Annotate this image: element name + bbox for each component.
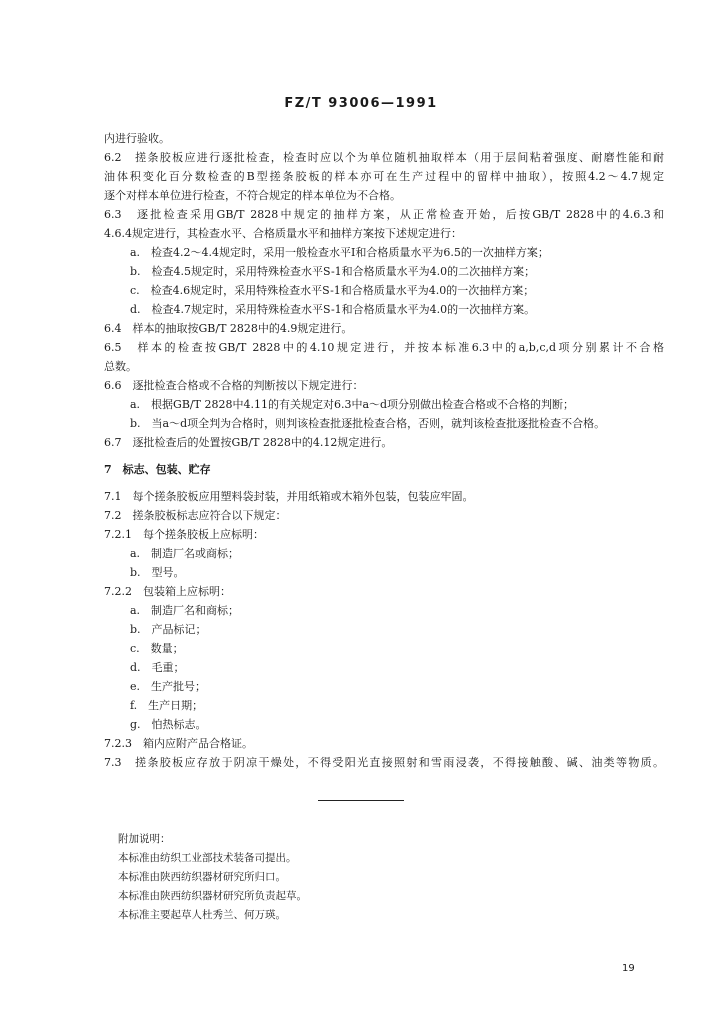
list-item-b: b. 检查4.5规定时，采用特殊检查水平S-1和合格质量水平为4.0的二次抽样方案；	[130, 265, 536, 278]
list-item-f: f. 生产日期；	[130, 699, 204, 712]
clause-6-4: 6.4 样本的抽取按GB/T 2828中的4.9规定进行。	[104, 322, 353, 335]
clause-7-2-2: 7.2.2 包装箱上应标明：	[104, 585, 231, 598]
section-heading-7: 7 标志、包装、贮存	[104, 463, 211, 476]
note-line: 本标准由纺织工业部技术装备司提出。	[118, 852, 297, 864]
list-item-d: d. 检查4.7规定时，采用特殊检查水平S-1和合格质量水平为4.0的一次抽样方案。	[130, 303, 536, 316]
list-item-a: a. 根据GB/T 2828中4.11的有关规定对6.3中a～d项分别做出检查合格或不合格的判断；	[130, 398, 575, 411]
separator-rule	[318, 800, 404, 801]
list-item-a: a. 制造厂名和商标；	[130, 604, 240, 617]
clause-7-2-1: 7.2.1 每个搓条胶板上应标明：	[104, 528, 264, 541]
text-line: 内进行验收。	[104, 132, 170, 145]
list-item-e: e. 生产批号；	[130, 680, 207, 693]
clause-6-5: 6.5 样本的检查按GB/T 2828中的4.10规定进行，并按本标准6.3中的a,b,c,d项分别累计不合格	[104, 341, 664, 354]
clause-6-3: 6.3 逐批检查采用GB/T 2828中规定的抽样方案，从正常检查开始，后按GB/T 2828中的4.6.3和	[104, 208, 664, 221]
list-item-d: d. 毛重；	[130, 661, 185, 674]
list-item-b: b. 当a～d项全判为合格时，则判该检查批逐批检查合格，否则，就判该检查批逐批检查不合格。	[130, 417, 606, 430]
note-line: 本标准由陕西纺织器材研究所负责起草。	[118, 890, 307, 902]
clause-7-3: 7.3 搓条胶板应存放于阴凉干燥处，不得受阳光直接照射和雪雨浸袭，不得接触酸、碱、油类等物质。	[104, 756, 664, 769]
clause-6-6: 6.6 逐批检查合格或不合格的判断按以下规定进行：	[104, 379, 364, 392]
clause-7-2: 7.2 搓条胶板标志应符合以下规定：	[104, 509, 287, 522]
list-item-g: g. 怕热标志。	[130, 718, 207, 731]
clause-6-2: 6.2 搓条胶板应进行逐批检查，检查时应以个为单位随机抽取样本（用于层间粘着强度、耐磨性能和耐	[104, 151, 664, 164]
note-line: 本标准由陕西纺织器材研究所归口。	[118, 871, 286, 883]
page-number: 19	[622, 963, 635, 974]
list-item-a: a. 制造厂名或商标；	[130, 547, 240, 560]
text-line: 逐个对样本单位进行检查，不符合规定的样本单位为不合格。	[104, 189, 401, 202]
clause-7-1: 7.1 每个搓条胶板应用塑料袋封装，并用纸箱或木箱外包装，包装应牢固。	[104, 490, 474, 503]
clause-7-2-3: 7.2.3 箱内应附产品合格证。	[104, 737, 253, 750]
list-item-b: b. 产品标记；	[130, 623, 207, 636]
list-item-a: a. 检查4.2～4.4规定时，采用一般检查水平Ⅰ和合格质量水平为6.5的一次抽样方案；	[130, 246, 549, 259]
standard-header: FZ/T 93006—1991	[284, 96, 438, 111]
list-item-b: b. 型号。	[130, 566, 185, 579]
clause-6-7: 6.7 逐批检查后的处置按GB/T 2828中的4.12规定进行。	[104, 436, 393, 449]
text-line: 油体积变化百分数检查的B型搓条胶板的样本亦可在生产过程中的留样中抽取），按照4.2～4.7规定	[104, 170, 664, 183]
list-item-c: c. 数量；	[130, 642, 184, 655]
notes-title: 附加说明：	[118, 833, 171, 845]
note-line: 本标准主要起草人杜秀兰、何万瑛。	[118, 909, 286, 921]
text-line: 总数。	[104, 360, 137, 373]
list-item-c: c. 检查4.6规定时，采用特殊检查水平S-1和合格质量水平为4.0的一次抽样方案；	[130, 284, 535, 297]
text-line: 4.6.4规定进行，其检查水平、合格质量水平和抽样方案按下述规定进行：	[104, 227, 462, 240]
